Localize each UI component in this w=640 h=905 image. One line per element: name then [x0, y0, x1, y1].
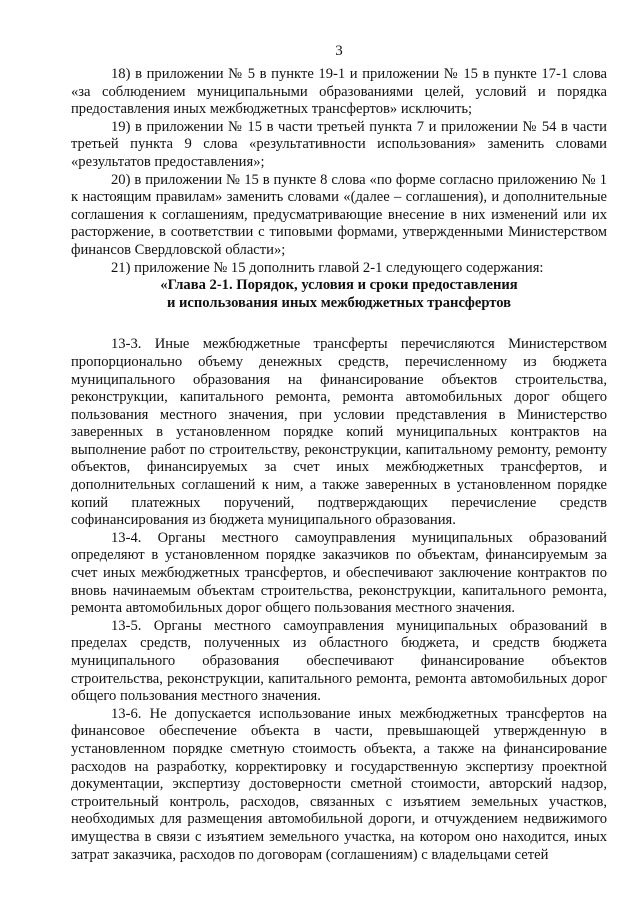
- section-spacer: [71, 312, 607, 336]
- amendment-19: 19) в приложении № 15 в части третьей пункта 7 и приложении № 54 в части третьей пункта 9 слова «результативности использования» заменить словами «результатов предоставления»;: [71, 118, 607, 170]
- clause-13-3: 13-3. Иные межбюджетные трансферты перечисляются Министерством пропорционально объему денежных средств, перечисленному из бюджета муниципального образования на финансирование объектов строительства, реконструкции, капитального ремонта, ремонта автомобильных дорог общего пользования местного значения, при условии представления в Министерство заверенных в установленном порядке копий муниципальных контрактов на выполнение работ по строительству, реконструкции, капитальному ремонту, ремонту объектов, финансируемых за счет иных межбюджетных трансфертов, и дополнительных соглашений к ним, а также заверенных в установленном порядке копий платежных поручений, подтверждающих перечисление средств софинансирования из бюджета муниципального образования.: [71, 336, 607, 529]
- chapter-heading-line-2: и использования иных межбюджетных трансфертов: [166, 294, 512, 311]
- document-page: [71, 42, 607, 864]
- amendment-18: 18) в приложении № 5 в пункте 19-1 и приложении № 15 в пункте 17-1 слова «за соблюдением муниципальными образованиями целей, условий и порядка предоставления иных межбюджетных трансфертов» исключить;: [71, 66, 607, 118]
- amendment-21: 21) приложение № 15 дополнить главой 2-1 следующего содержания:: [111, 259, 544, 276]
- clause-13-5: 13-5. Органы местного самоуправления муниципальных образований в пределах средств, полученных из областного бюджета, и средств бюджета муниципального образования обеспечивают финансирование объектов строительства, реконструкции, капитального ремонта, ремонта автомобильных дорог общего пользования местного значения.: [71, 617, 607, 705]
- chapter-heading-line-1: «Глава 2-1. Порядок, условия и сроки предоставления: [160, 277, 518, 294]
- amendment-20: 20) в приложении № 15 в пункте 8 слова «по форме согласно приложению № 1 к настоящим правилам» заменить словами «(далее – соглашения), и дополнительные соглашения к соглашениям, предусматривающие внесение в них изменений или их расторжение, в соответствии с типовыми формами, утвержденными Министерством финансов Свердловской области»;: [71, 171, 607, 258]
- clause-13-6: 13-6. Не допускается использование иных межбюджетных трансфертов на финансовое обеспечение объекта в части, превышающей утвержденную в установленном порядке сметную стоимость объекта, а также на финансирование расходов на разработку, корректировку и государственную экспертизу проектной документации, экспертизу достоверности сметной стоимости, авторский надзор, строительный контроль, расходов, связанных с изъятием земельных участков, необходимых для размещения автомобильной дороги, и отчуждением недвижимого имущества в связи с изъятием земельного участка, на котором оно находится, иных затрат заказчика, расходов по договорам (соглашениям) с владельцами сетей: [71, 705, 607, 863]
- page-number: 3: [335, 43, 343, 59]
- clause-13-4: 13-4. Органы местного самоуправления муниципальных образований определяют в установленном порядке заказчиков по объектам, финансируемым за счет иных межбюджетных трансфертов, и обеспечивают заключение контрактов по вновь начинаемым объектам строительства, реконструкции, капитального ремонта, ремонта автомобильных дорог общего пользования местного значения.: [71, 529, 607, 617]
